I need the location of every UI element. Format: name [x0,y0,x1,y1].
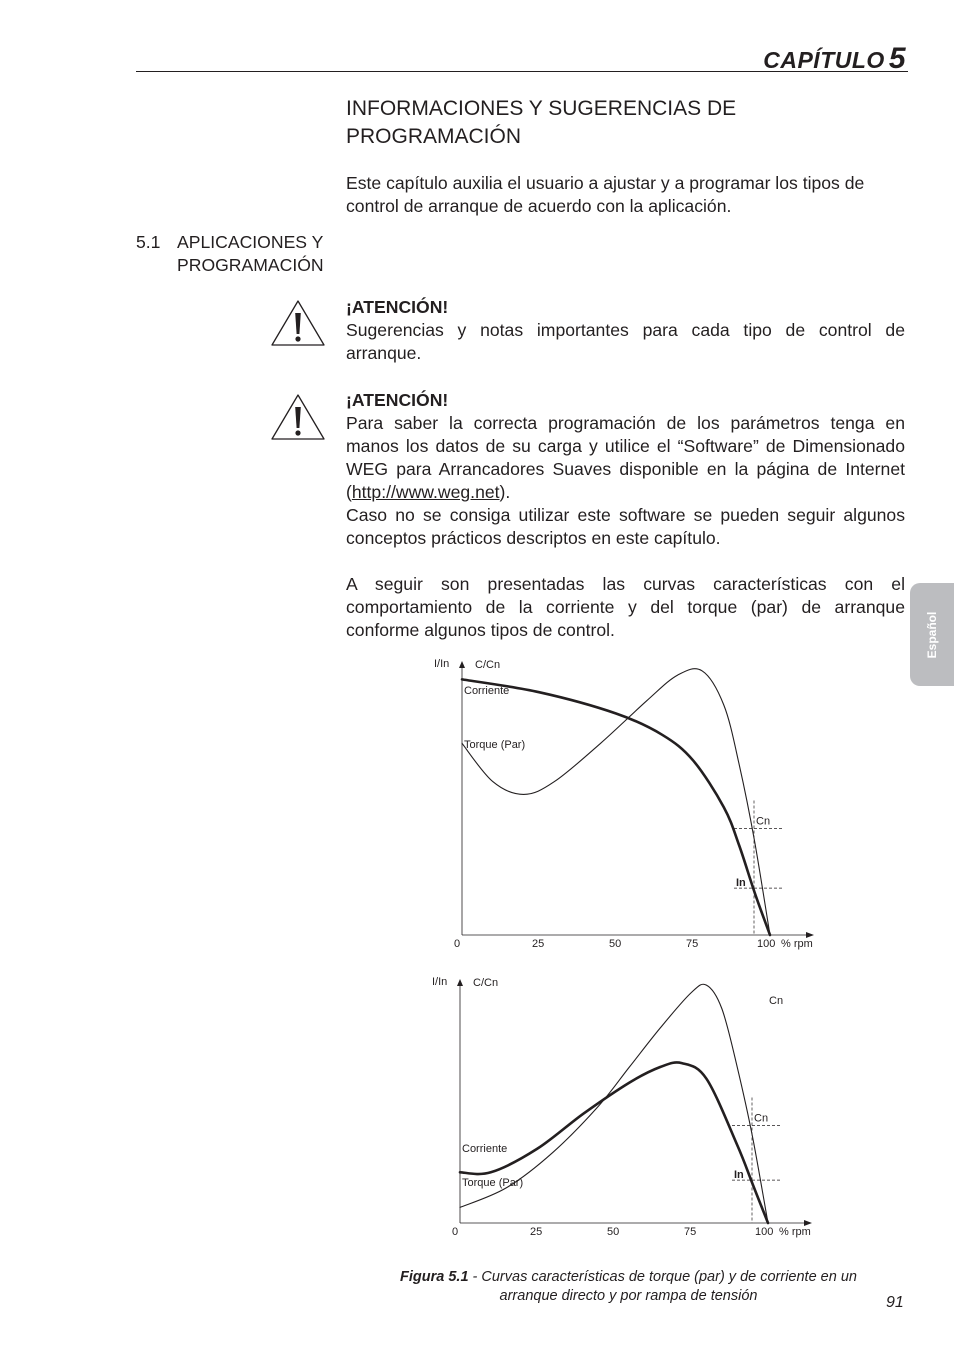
x-tick-label: 100 [757,938,776,950]
chapter-title [763,42,906,76]
caption-text: - Curvas características de torque (par) y de corriente en un [468,1269,857,1285]
series-label: Torque (Par) [464,739,526,751]
series-label: Torque (Par) [462,1177,524,1189]
page-title [346,95,866,151]
page-title-line-2: PROGRAMACIÓN [346,125,522,148]
series-line-torque [462,669,770,935]
caption-line-2: arranque directo y por rampa de tensión [499,1288,758,1304]
y-axis-label-left: I/In [434,658,450,670]
attention-note-2 [346,389,905,550]
reference-label: Cn [754,1112,769,1125]
section-title-line-2: PROGRAMACIÓN [177,255,324,275]
reference-label: In [734,1169,744,1182]
intro-line-1: Este capítulo auxilia el usuario a ajustar y a programar los tipos de [346,173,865,193]
curves-intro-paragraph: A seguir son presentadas las curvas características con el comportamiento de la corriente y del torque (par) de arranque conforme algunos tipos de control. [346,574,905,640]
y-axis-arrow [459,661,465,668]
intro-paragraph [346,172,905,218]
chapter-number: 5 [888,42,906,75]
attention-text-2: Caso no se consiga utilizar este software se pueden seguir algunos conceptos prácticos descriptos en este capítulo. [346,505,905,548]
voltage-ramp-chart [420,968,830,1243]
x-tick-label: 25 [530,1226,543,1238]
y-axis-label-left: I/In [432,976,448,988]
section-title [177,231,347,277]
direct-start-chart [420,650,830,950]
x-tick-label: 0 [454,938,461,950]
page-title-line-1: INFORMACIONES Y SUGERENCIAS DE [346,97,737,120]
intro-line-2: control de arranque de acuerdo con la aplicación. [346,196,732,216]
attention-title: ¡ATENCIÓN! [346,390,449,410]
figure-caption [346,1268,911,1306]
language-tab-label: Español [925,611,939,658]
weg-website-link[interactable]: http://www.weg.net [351,482,500,502]
series-label: Corriente [464,685,510,697]
x-tick-label: 25 [532,938,545,950]
chapter-label: CAPÍTULO [763,47,885,73]
x-tick-label: 0 [452,1226,459,1238]
x-tick-label: 75 [684,1226,697,1238]
x-tick-label: 50 [607,1226,620,1238]
attention-text-part: Para saber la correcta programación de los parámetros tenga en manos los datos de su carga y utilice el “Software” de Dimensionado WEG para Arrancadores Suaves disponible en la página de Internet ( [346,413,905,502]
chapter-header [136,38,908,75]
x-tick-label: 75 [686,938,699,950]
series-label: Corriente [462,1143,508,1155]
attention-title: ¡ATENCIÓN! [346,297,449,317]
warning-icon [270,392,326,442]
language-tab[interactable] [910,583,954,686]
x-tick-label: 50 [609,938,622,950]
warning-icon [270,298,326,348]
peak-label: Cn [769,995,784,1007]
y-axis-arrow [457,979,463,986]
section-number: 5.1 [136,232,161,252]
reference-label: In [736,877,746,890]
section-title-line-1: APLICACIONES Y [177,232,324,252]
caption-line-1 [346,1268,911,1287]
page-number: 91 [886,1294,904,1311]
figure-label: Figura 5.1 [400,1269,469,1285]
y-axis-label-right: C/Cn [473,977,499,989]
attention-text-part: ). [499,482,511,502]
attention-note-1 [346,296,905,365]
attention-text [346,412,905,504]
reference-label: Cn [756,815,771,828]
x-axis-label: % rpm [781,938,813,950]
attention-text: Sugerencias y notas importantes para cada tipo de control de arranque. [346,320,905,363]
x-tick-label: 100 [755,1226,774,1238]
x-axis-label: % rpm [779,1226,811,1238]
series-line-current [462,679,770,935]
y-axis-label-right: C/Cn [475,659,501,671]
